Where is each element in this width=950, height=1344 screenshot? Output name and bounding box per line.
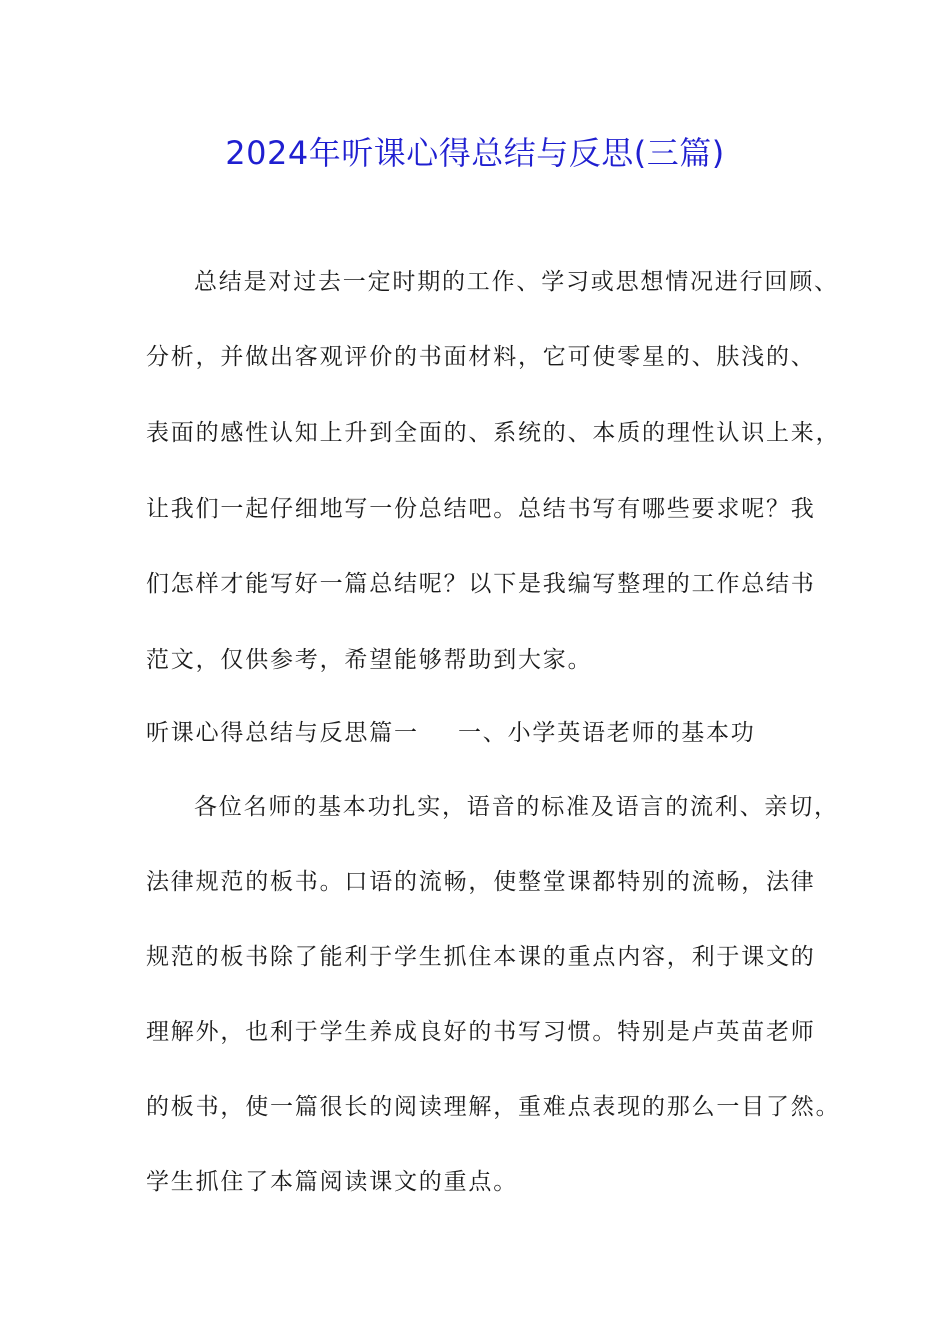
intro-line-2: 分析，并做出客观评价的书面材料，它可使零星的、肤浅的、 — [146, 344, 816, 370]
intro-line-3: 表面的感性认知上升到全面的、系统的、本质的理性认识上来， — [146, 420, 841, 446]
body-line-1: 各位名师的基本功扎实，语音的标准及语言的流利、亲切， — [194, 794, 839, 820]
intro-line-1: 总结是对过去一定时期的工作、学习或思想情况进行回顾、 — [194, 269, 839, 295]
intro-line-5: 们怎样才能写好一篇总结呢？以下是我编写整理的工作总结书 — [146, 571, 816, 597]
intro-line-4: 让我们一起仔细地写一份总结吧。总结书写有哪些要求呢？我 — [146, 496, 816, 522]
section-heading-part-a: 听课心得总结与反思篇一 — [146, 720, 419, 746]
body-line-5: 的板书，使一篇很长的阅读理解，重难点表现的那么一目了然。 — [146, 1094, 841, 1120]
body-line-3: 规范的板书除了能利于学生抓住本课的重点内容，利于课文的 — [146, 944, 816, 970]
intro-line-6: 范文，仅供参考，希望能够帮助到大家。 — [146, 647, 593, 673]
body-line-6: 学生抓住了本篇阅读课文的重点。 — [146, 1169, 518, 1195]
document-title: 2024年听课心得总结与反思(三篇) — [225, 134, 725, 172]
body-line-2: 法律规范的板书。口语的流畅，使整堂课都特别的流畅，法律 — [146, 869, 816, 895]
section-heading-part-b: 一、小学英语老师的基本功 — [458, 720, 756, 746]
body-line-4: 理解外，也利于学生养成良好的书写习惯。特别是卢英苗老师 — [146, 1019, 816, 1045]
